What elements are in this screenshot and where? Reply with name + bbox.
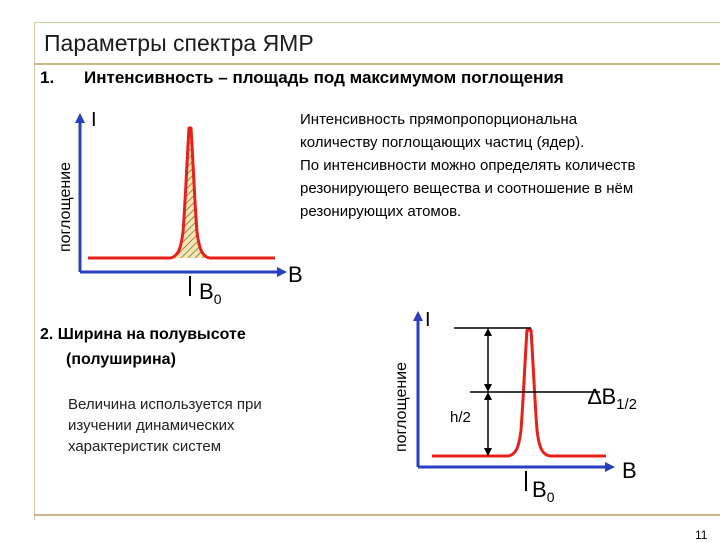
b0-label-main: B (532, 477, 547, 502)
page-number: 11 (695, 528, 708, 542)
paragraph-line: резонирующего вещества и соотношение в нём (300, 180, 634, 197)
paragraph-line: Интенсивность прямопропорциональна (300, 111, 578, 128)
b0-label (532, 477, 555, 505)
b0-label-sub: 0 (546, 489, 555, 505)
peak-area-hatch (174, 130, 206, 258)
half-width-label (588, 384, 637, 413)
paragraph-line: количеству поглощающих частиц (ядер). (300, 134, 585, 151)
paragraph-line: По интенсивности можно определять количеств (300, 157, 636, 174)
section1-heading-text: Интенсивность – площадь под максимумом поглощения (84, 68, 564, 87)
section2-heading-line: 2. Ширина на полувысоте (40, 326, 246, 343)
y-axis-label: поглощение (393, 361, 410, 452)
intensity-diagram (57, 109, 303, 307)
paragraph-line: резонирующих атомов. (300, 203, 462, 220)
note-line: Величина используется при (68, 396, 262, 413)
b0-label-sub: 0 (213, 291, 222, 307)
y-axis-symbol: I (425, 309, 431, 331)
half-width-label-main: ∆B (588, 384, 617, 409)
absorption-peak-line (432, 330, 606, 456)
b0-label-main: B (199, 279, 214, 304)
x-axis-symbol: B (622, 458, 637, 483)
y-axis-symbol: I (91, 109, 97, 131)
b0-label (199, 279, 222, 307)
note-line: характеристик систем (68, 438, 222, 455)
half-height-label: h/2 (450, 409, 471, 426)
section1-number: 1. (40, 68, 55, 87)
absorption-peak-line (88, 128, 275, 258)
slide-title: Параметры спектра ЯМР (44, 30, 314, 56)
half-width-label-sub: 1/2 (616, 396, 637, 413)
x-axis-symbol: B (288, 262, 303, 287)
y-axis-label: поглощение (57, 161, 74, 252)
half-width-diagram (393, 309, 637, 505)
note-line: изучении динамических (68, 417, 235, 434)
section2-heading-line: (полуширина) (66, 351, 176, 368)
